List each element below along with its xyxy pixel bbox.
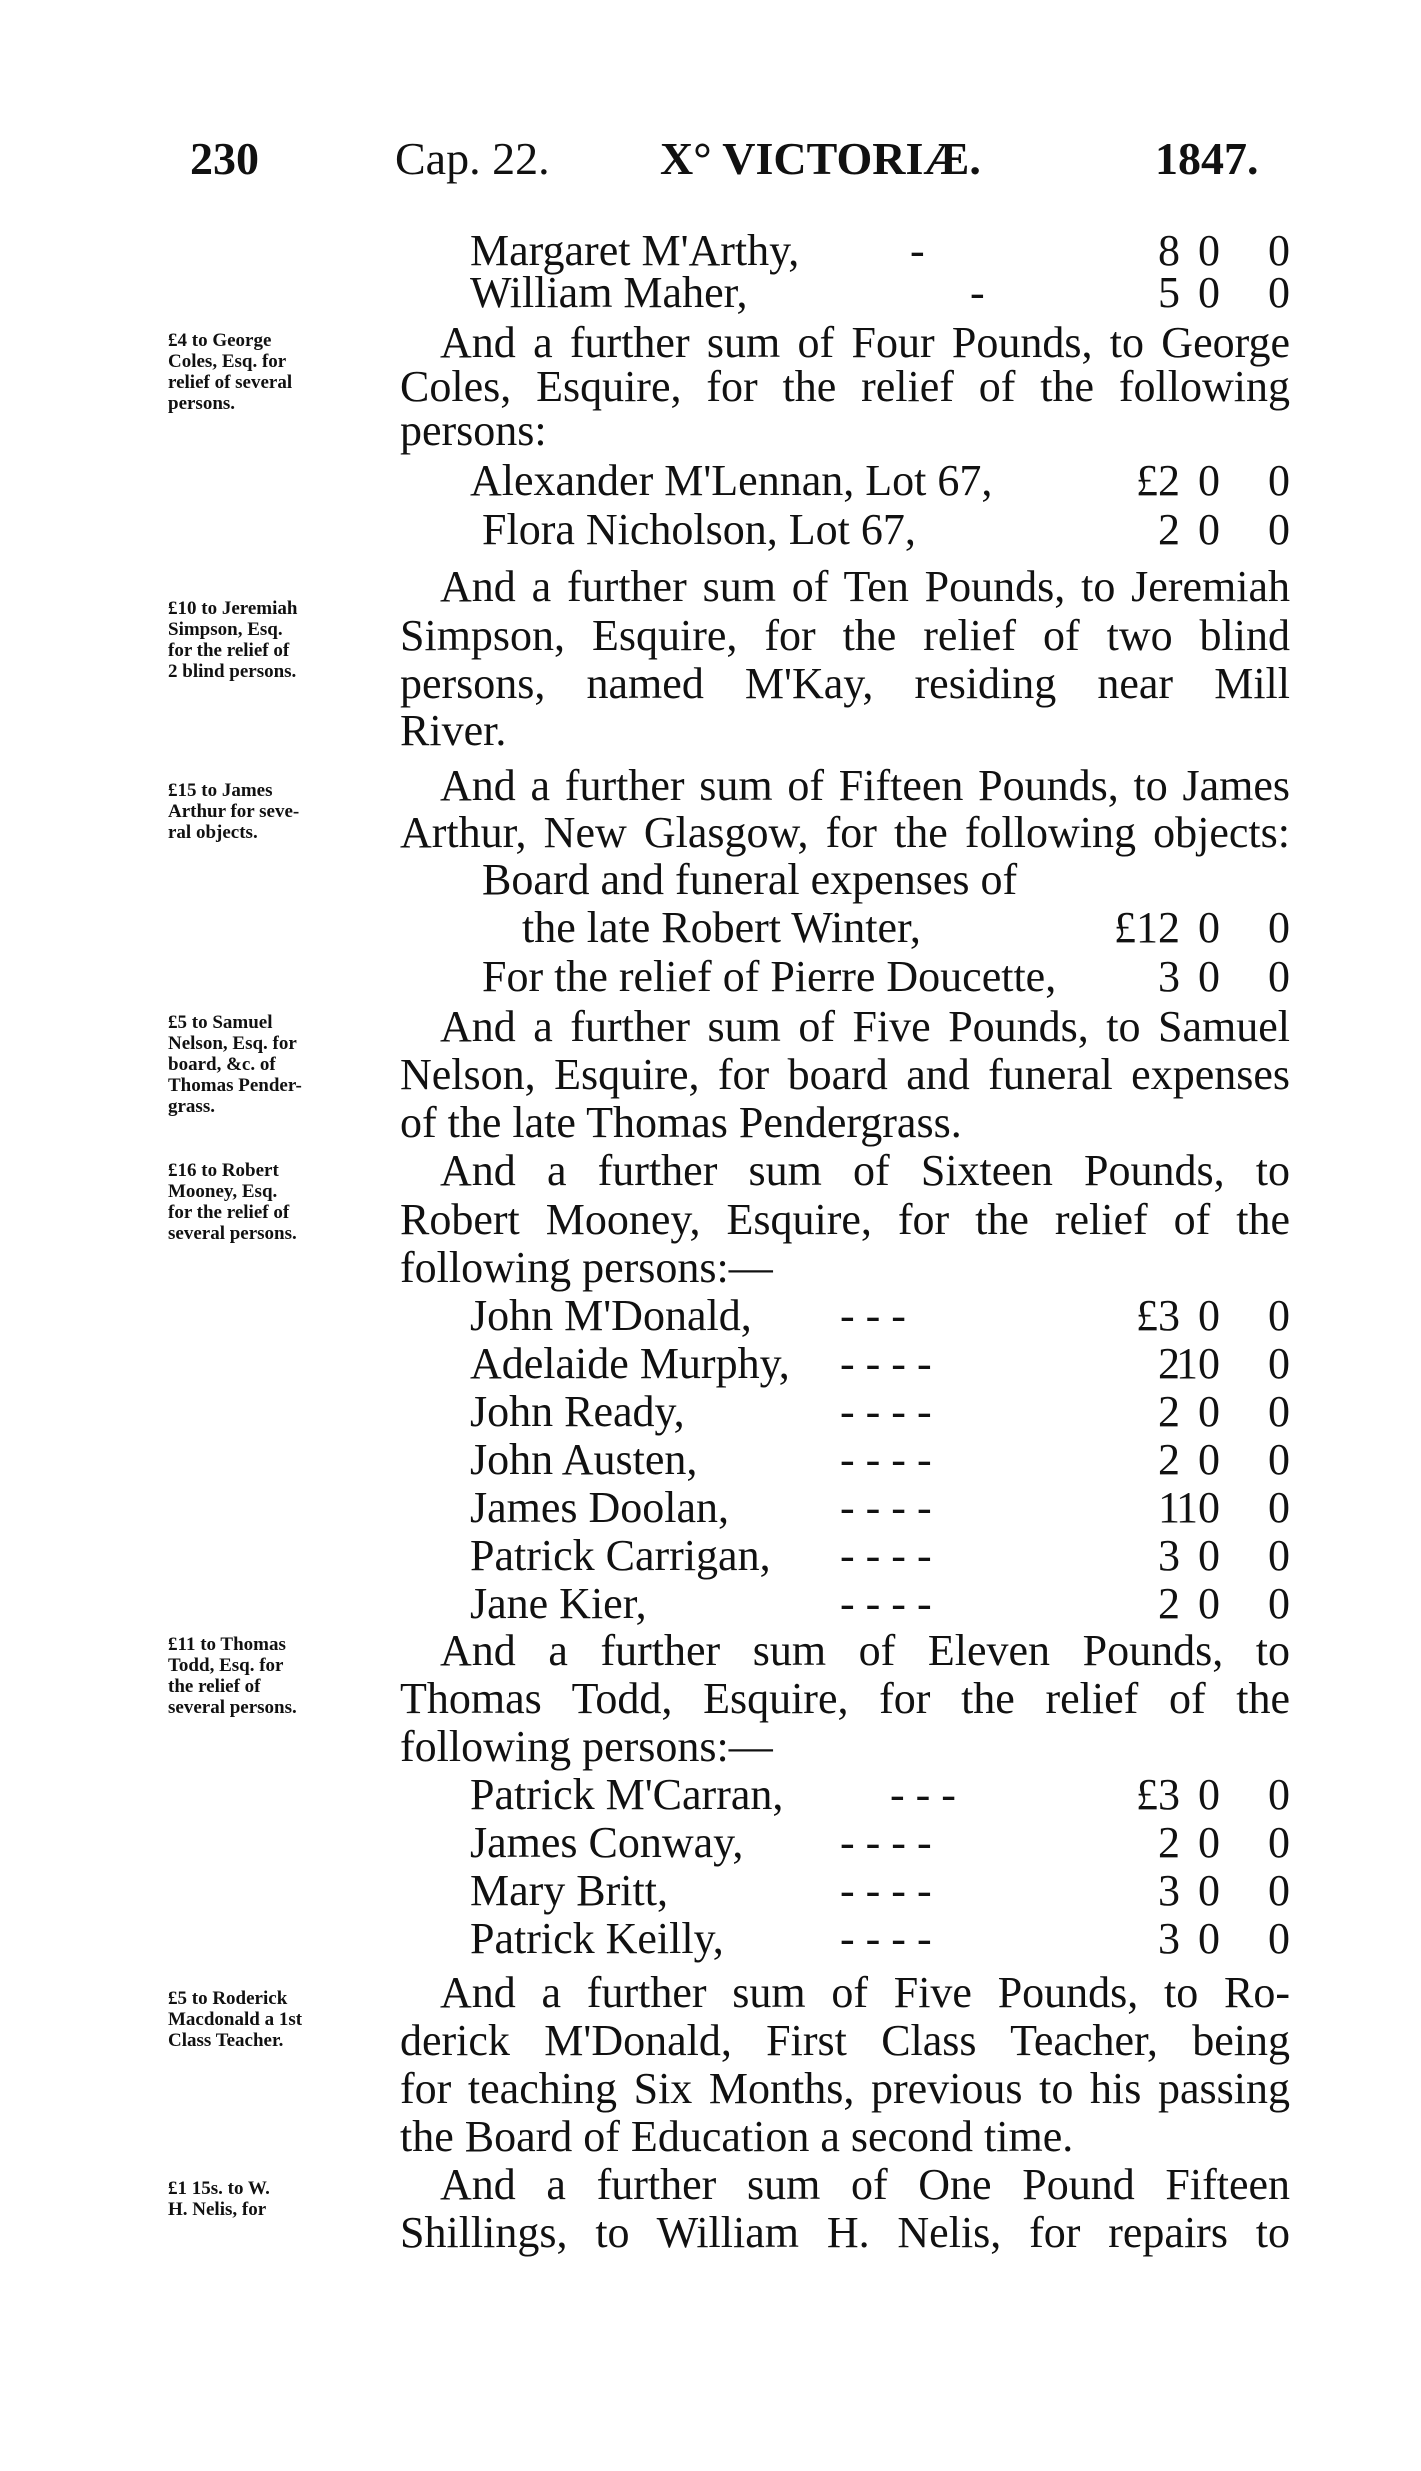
entry-shillings: 0 — [1198, 1387, 1220, 1436]
entry-name: Margaret M'Arthy, — [470, 226, 800, 275]
entry-shillings: 0 — [1198, 1291, 1220, 1340]
paragraph-line: Thomas Todd, Esquire, for the relief of the — [400, 1674, 1290, 1723]
entry-pence: 0 — [1268, 1531, 1290, 1580]
entry-separator: - — [910, 226, 925, 275]
paragraph-line: And a further sum of Five Pounds, to Ro- — [440, 1968, 1290, 2017]
entry-pence: 0 — [1268, 1339, 1290, 1388]
entry-pounds: £12 — [1114, 903, 1180, 952]
paragraph-line: And a further sum of Five Pounds, to Samuel — [440, 1002, 1290, 1051]
paragraph-line: the Board of Education a second time. — [400, 2112, 1074, 2161]
paragraph-line: And a further sum of Four Pounds, to George — [440, 318, 1290, 367]
entry-name: the late Robert Winter, — [522, 903, 921, 952]
entry-shillings: 0 — [1198, 1914, 1220, 1963]
entry-separator: - - - - — [840, 1483, 932, 1532]
entry-name: Patrick Carrigan, — [470, 1531, 771, 1580]
page-year: 1847. — [1155, 133, 1259, 184]
entry-name: William Maher, — [470, 268, 748, 317]
paragraph-line: Coles, Esquire, for the relief of the following — [400, 362, 1290, 411]
entry-pounds: 2 — [1158, 1387, 1180, 1436]
entry-pounds: 3 — [1158, 1866, 1180, 1915]
entry-shillings: 10 — [1176, 1339, 1220, 1388]
entry-shillings: 0 — [1198, 1866, 1220, 1915]
entry-pounds: 1 — [1158, 1483, 1180, 1532]
margin-note: £5 to Samuel Nelson, Esq. for board, &c. of Thomas Pender- grass. — [168, 1012, 302, 1117]
paragraph-line: following persons:— — [400, 1243, 773, 1292]
entry-pounds: 3 — [1158, 1531, 1180, 1580]
entry-shillings: 0 — [1198, 1435, 1220, 1484]
entry-pence: 0 — [1268, 952, 1290, 1001]
paragraph-line: for teaching Six Months, previous to his passing — [400, 2064, 1290, 2113]
entry-shillings: 0 — [1198, 268, 1220, 317]
entry-pence: 0 — [1268, 226, 1290, 275]
entry-separator: - - - - — [840, 1866, 932, 1915]
entry-separator: - - - - — [840, 1339, 932, 1388]
entry-shillings: 10 — [1176, 1483, 1220, 1532]
entry-pence: 0 — [1268, 1770, 1290, 1819]
entry-separator: - — [970, 268, 985, 317]
entry-shillings: 0 — [1198, 456, 1220, 505]
entry-pence: 0 — [1268, 1866, 1290, 1915]
entry-name: Patrick Keilly, — [470, 1914, 724, 1963]
entry-name: Alexander M'Lennan, Lot 67, — [470, 456, 993, 505]
paragraph-line: And a further sum of Eleven Pounds, to — [440, 1626, 1290, 1675]
entry-pounds: 8 — [1158, 226, 1180, 275]
page-number: 230 — [190, 133, 259, 184]
entry-shillings: 0 — [1198, 903, 1220, 952]
margin-note: £15 to James Arthur for seve- ral objects. — [168, 780, 300, 843]
entry-name: For the relief of Pierre Doucette, — [482, 952, 1057, 1001]
entry-pounds: £2 — [1136, 456, 1180, 505]
entry-name: Patrick M'Carran, — [470, 1770, 784, 1819]
paragraph-line: following persons:— — [400, 1722, 773, 1771]
margin-note: £16 to Robert Mooney, Esq. for the relief of several persons. — [168, 1160, 297, 1244]
entry-separator: - - - - — [840, 1387, 932, 1436]
entry-shillings: 0 — [1198, 505, 1220, 554]
entry-pounds: 5 — [1158, 268, 1180, 317]
entry-name: Flora Nicholson, Lot 67, — [482, 505, 916, 554]
paragraph-line: Nelson, Esquire, for board and funeral expenses — [400, 1050, 1290, 1099]
entry-pounds: 2 — [1158, 505, 1180, 554]
entry-pence: 0 — [1268, 1291, 1290, 1340]
entry-name: James Conway, — [470, 1818, 744, 1867]
paragraph-line: persons, named M'Kay, residing near Mill — [400, 659, 1290, 708]
margin-note: £5 to Roderick Macdonald a 1st Class Teacher. — [168, 1988, 303, 2051]
paragraph-line: River. — [400, 706, 507, 755]
entry-name: James Doolan, — [470, 1483, 730, 1532]
entry-shillings: 0 — [1198, 952, 1220, 1001]
entry-pounds: £3 — [1136, 1291, 1180, 1340]
entry-pounds: 2 — [1158, 1818, 1180, 1867]
paragraph-line: And a further sum of Sixteen Pounds, to — [440, 1146, 1290, 1195]
paragraph-line: persons: — [400, 406, 547, 455]
entry-pence: 0 — [1268, 1914, 1290, 1963]
paragraph-line: Robert Mooney, Esquire, for the relief of the — [400, 1195, 1290, 1244]
paragraph-line: Arthur, New Glasgow, for the following objects: — [400, 808, 1290, 857]
margin-note: £11 to Thomas Todd, Esq. for the relief of several persons. — [168, 1634, 297, 1718]
entry-name: John Austen, — [470, 1435, 698, 1484]
entry-pounds: 2 — [1158, 1435, 1180, 1484]
margin-note: £4 to George Coles, Esq. for relief of several persons. — [168, 330, 293, 414]
entry-pounds: £3 — [1136, 1770, 1180, 1819]
entry-shillings: 0 — [1198, 226, 1220, 275]
entry-pounds: 3 — [1158, 1914, 1180, 1963]
entry-name: Adelaide Murphy, — [470, 1339, 790, 1388]
entry-pounds: 2 — [1158, 1339, 1180, 1388]
entry-shillings: 0 — [1198, 1818, 1220, 1867]
entry-pence: 0 — [1268, 268, 1290, 317]
entry-name: John Ready, — [470, 1387, 685, 1436]
entry-shillings: 0 — [1198, 1770, 1220, 1819]
entry-name: John M'Donald, — [470, 1291, 752, 1340]
paragraph-line: derick M'Donald, First Class Teacher, being — [400, 2016, 1290, 2065]
entry-name: Board and funeral expenses of — [482, 855, 1018, 904]
margin-note: £10 to Jeremiah Simpson, Esq. for the relief of 2 blind persons. — [168, 598, 298, 682]
entry-pounds: 2 — [1158, 1579, 1180, 1628]
entry-separator: - - - - — [840, 1435, 932, 1484]
entry-separator: - - - - — [840, 1818, 932, 1867]
paragraph-line: And a further sum of Ten Pounds, to Jeremiah — [440, 562, 1290, 611]
entry-separator: - - - — [890, 1770, 956, 1819]
entry-pence: 0 — [1268, 1818, 1290, 1867]
margin-note: £1 15s. to W. H. Nelis, for — [168, 2178, 270, 2220]
entry-pence: 0 — [1268, 1483, 1290, 1532]
paragraph-line: And a further sum of Fifteen Pounds, to James — [440, 761, 1290, 810]
entry-pence: 0 — [1268, 1387, 1290, 1436]
entry-pounds: 3 — [1158, 952, 1180, 1001]
entry-pence: 0 — [1268, 1435, 1290, 1484]
entry-pence: 0 — [1268, 1579, 1290, 1628]
entry-name: Mary Britt, — [470, 1866, 668, 1915]
entry-separator: - - - - — [840, 1914, 932, 1963]
entry-separator: - - - - — [840, 1531, 932, 1580]
paragraph-line: Shillings, to William H. Nelis, for repairs to — [400, 2208, 1290, 2257]
page-title: X° VICTORIÆ. — [660, 133, 981, 184]
entry-pence: 0 — [1268, 903, 1290, 952]
entry-name: Jane Kier, — [470, 1579, 647, 1628]
entry-shillings: 0 — [1198, 1531, 1220, 1580]
paragraph-line: Simpson, Esquire, for the relief of two blind — [400, 611, 1290, 660]
entry-pence: 0 — [1268, 505, 1290, 554]
chapter-label: Cap. 22. — [395, 133, 550, 184]
paragraph-line: of the late Thomas Pendergrass. — [400, 1098, 962, 1147]
entry-pence: 0 — [1268, 456, 1290, 505]
paragraph-line: And a further sum of One Pound Fifteen — [440, 2160, 1290, 2209]
entry-shillings: 0 — [1198, 1579, 1220, 1628]
entry-separator: - - - — [840, 1291, 906, 1340]
entry-separator: - - - - — [840, 1579, 932, 1628]
